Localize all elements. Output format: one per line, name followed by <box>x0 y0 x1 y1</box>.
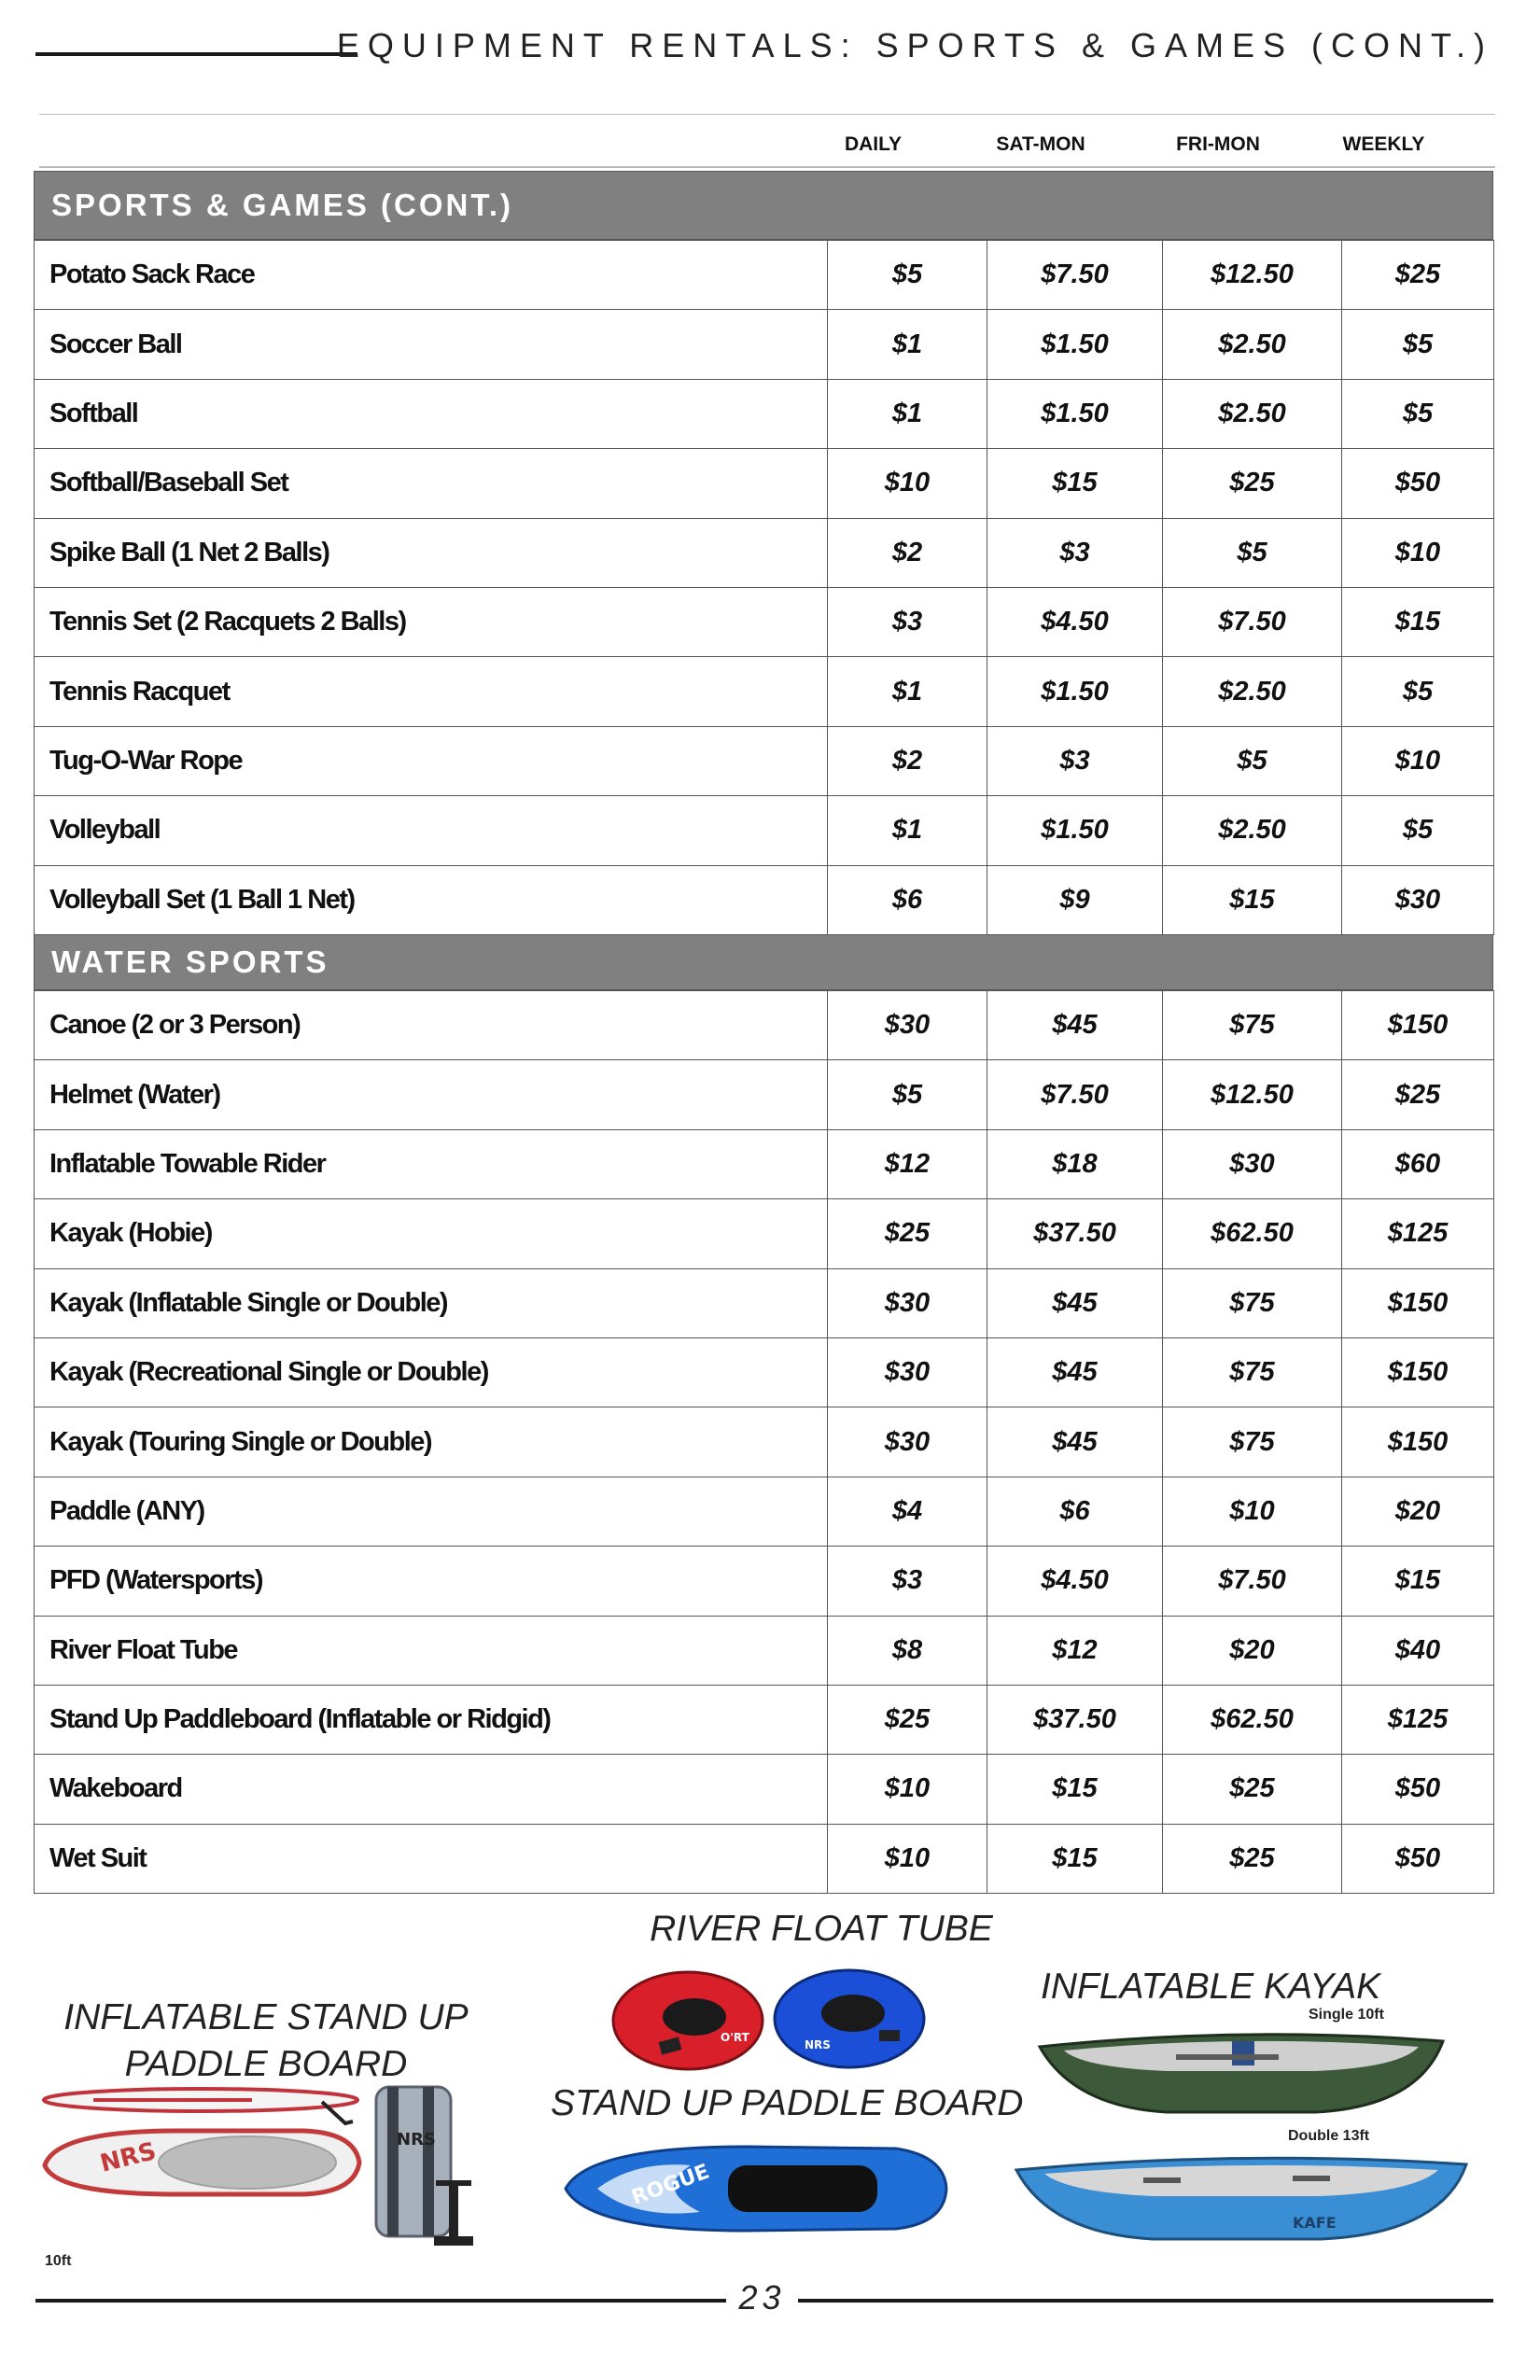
item-name-cell: Helmet (Water) <box>35 1060 828 1129</box>
price-daily-cell: $5 <box>828 1060 987 1129</box>
price-sat-mon-cell: $37.50 <box>987 1199 1163 1268</box>
price-sat-mon-cell: $15 <box>987 449 1163 518</box>
price-sat-mon-cell: $6 <box>987 1477 1163 1546</box>
price-weekly-cell: $50 <box>1342 1755 1494 1824</box>
header-rule <box>35 52 357 56</box>
column-header-weekly: WEEKLY <box>1342 133 1425 155</box>
item-name-cell: PFD (Watersports) <box>35 1547 828 1616</box>
table-row <box>35 310 1494 379</box>
price-fri-mon-cell: $2.50 <box>1163 310 1342 379</box>
caption-isup-line1: INFLATABLE STAND UP <box>63 1997 469 2037</box>
price-fri-mon-cell: $25 <box>1163 1824 1342 1893</box>
item-name-cell: Kayak (Hobie) <box>35 1199 828 1268</box>
price-sat-mon-cell: $45 <box>987 1337 1163 1407</box>
price-fri-mon-cell: $62.50 <box>1163 1199 1342 1268</box>
price-daily-cell: $12 <box>828 1129 987 1198</box>
item-name-cell: Softball/Baseball Set <box>35 449 828 518</box>
price-daily-cell: $2 <box>828 518 987 587</box>
table-row <box>35 449 1494 518</box>
price-weekly-cell: $150 <box>1342 1407 1494 1477</box>
price-weekly-cell: $125 <box>1342 1199 1494 1268</box>
price-weekly-cell: $30 <box>1342 865 1494 934</box>
price-daily-cell: $5 <box>828 241 987 310</box>
item-name-cell: River Float Tube <box>35 1616 828 1685</box>
table-row <box>35 1337 1494 1407</box>
price-daily-cell: $30 <box>828 1268 987 1337</box>
column-header-row <box>39 114 1495 168</box>
price-fri-mon-cell: $20 <box>1163 1616 1342 1685</box>
table-row <box>35 1407 1494 1477</box>
column-header-daily: DAILY <box>844 133 903 155</box>
price-fri-mon-cell: $5 <box>1163 518 1342 587</box>
price-weekly-cell: $25 <box>1342 1060 1494 1129</box>
item-name-cell: Softball <box>35 379 828 448</box>
price-daily-cell: $1 <box>828 657 987 726</box>
price-fri-mon-cell: $7.50 <box>1163 1547 1342 1616</box>
price-daily-cell: $25 <box>828 1685 987 1754</box>
price-sat-mon-cell: $1.50 <box>987 379 1163 448</box>
table-row <box>35 518 1494 587</box>
table-row <box>35 991 1494 1060</box>
price-fri-mon-cell: $12.50 <box>1163 241 1342 310</box>
table-row <box>35 796 1494 865</box>
page-title: EQUIPMENT RENTALS: SPORTS & GAMES (CONT.) <box>336 26 1493 64</box>
sports-games-table <box>34 240 1494 935</box>
price-fri-mon-cell: $2.50 <box>1163 379 1342 448</box>
price-fri-mon-cell: $2.50 <box>1163 657 1342 726</box>
table-row <box>35 1755 1494 1824</box>
price-daily-cell: $10 <box>828 1755 987 1824</box>
item-name-cell: Tennis Racquet <box>35 657 828 726</box>
price-fri-mon-cell: $7.50 <box>1163 587 1342 656</box>
price-weekly-cell: $60 <box>1342 1129 1494 1198</box>
price-sat-mon-cell: $4.50 <box>987 587 1163 656</box>
item-name-cell: Paddle (ANY) <box>35 1477 828 1546</box>
price-fri-mon-cell: $25 <box>1163 449 1342 518</box>
price-sat-mon-cell: $1.50 <box>987 796 1163 865</box>
inflatable-paddle-board-image <box>37 2077 373 2245</box>
isup-size-label: 10ft <box>45 2253 72 2269</box>
price-sat-mon-cell: $15 <box>987 1755 1163 1824</box>
board-brand-text: NRS <box>97 2137 160 2178</box>
price-daily-cell: $8 <box>828 1616 987 1685</box>
table-row <box>35 1547 1494 1616</box>
item-name-cell: Spike Ball (1 Net 2 Balls) <box>35 518 828 587</box>
caption-inflatable-kayak: INFLATABLE KAYAK <box>1041 1967 1381 2007</box>
bag-brand-text: NRS <box>397 2130 436 2149</box>
price-weekly-cell: $5 <box>1342 796 1494 865</box>
price-sat-mon-cell: $4.50 <box>987 1547 1163 1616</box>
table-row <box>35 726 1494 795</box>
table-row <box>35 587 1494 656</box>
price-weekly-cell: $5 <box>1342 310 1494 379</box>
price-sat-mon-cell: $9 <box>987 865 1163 934</box>
price-sat-mon-cell: $3 <box>987 518 1163 587</box>
sup-brand-text: ROGUE <box>628 2160 713 2210</box>
section-header-water-sports: WATER SPORTS <box>34 934 1493 990</box>
footer-rule-right <box>798 2299 1493 2303</box>
price-daily-cell: $4 <box>828 1477 987 1546</box>
price-weekly-cell: $10 <box>1342 518 1494 587</box>
item-name-cell: Wet Suit <box>35 1824 828 1893</box>
price-fri-mon-cell: $2.50 <box>1163 796 1342 865</box>
price-weekly-cell: $20 <box>1342 1477 1494 1546</box>
table-row <box>35 865 1494 934</box>
caption-stand-up-paddle-board: STAND UP PADDLE BOARD <box>551 2083 1024 2123</box>
price-sat-mon-cell: $45 <box>987 1268 1163 1337</box>
price-weekly-cell: $5 <box>1342 379 1494 448</box>
sup-carry-bag-image <box>369 2079 481 2257</box>
price-sat-mon-cell: $1.50 <box>987 657 1163 726</box>
price-weekly-cell: $50 <box>1342 449 1494 518</box>
price-daily-cell: $10 <box>828 1824 987 1893</box>
price-weekly-cell: $25 <box>1342 241 1494 310</box>
tube-left-brand-text: O'RT <box>721 2031 749 2044</box>
price-fri-mon-cell: $15 <box>1163 865 1342 934</box>
section-header-sports-games: SPORTS & GAMES (CONT.) <box>34 171 1493 240</box>
item-name-cell: Inflatable Towable Rider <box>35 1129 828 1198</box>
item-name-cell: Soccer Ball <box>35 310 828 379</box>
price-daily-cell: $30 <box>828 991 987 1060</box>
price-daily-cell: $1 <box>828 379 987 448</box>
kayak-brand-text: KAFE <box>1293 2214 1337 2232</box>
item-name-cell: Potato Sack Race <box>35 241 828 310</box>
price-sat-mon-cell: $7.50 <box>987 241 1163 310</box>
stand-up-paddle-board-image <box>560 2137 952 2240</box>
price-fri-mon-cell: $75 <box>1163 1337 1342 1407</box>
item-name-cell: Stand Up Paddleboard (Inflatable or Ridgid) <box>35 1685 828 1754</box>
inflatable-kayak-double-image <box>1013 2142 1470 2249</box>
column-header-sat-mon: SAT-MON <box>996 133 1085 155</box>
item-name-cell: Wakeboard <box>35 1755 828 1824</box>
price-weekly-cell: $150 <box>1342 991 1494 1060</box>
price-fri-mon-cell: $75 <box>1163 991 1342 1060</box>
price-sat-mon-cell: $7.50 <box>987 1060 1163 1129</box>
page-number: 23 <box>738 2278 786 2317</box>
caption-river-float-tube: RIVER FLOAT TUBE <box>650 1909 993 1949</box>
item-name-cell: Kayak (Touring Single or Double) <box>35 1407 828 1477</box>
river-float-tube-image <box>609 1965 935 2077</box>
price-fri-mon-cell: $5 <box>1163 726 1342 795</box>
price-sat-mon-cell: $18 <box>987 1129 1163 1198</box>
price-daily-cell: $3 <box>828 1547 987 1616</box>
price-weekly-cell: $150 <box>1342 1268 1494 1337</box>
price-fri-mon-cell: $30 <box>1163 1129 1342 1198</box>
price-weekly-cell: $15 <box>1342 587 1494 656</box>
price-fri-mon-cell: $10 <box>1163 1477 1342 1546</box>
table-row <box>35 1477 1494 1546</box>
table-row <box>35 379 1494 448</box>
item-name-cell: Kayak (Inflatable Single or Double) <box>35 1268 828 1337</box>
price-sat-mon-cell: $15 <box>987 1824 1163 1893</box>
item-name-cell: Tug-O-War Rope <box>35 726 828 795</box>
item-name-cell: Tennis Set (2 Racquets 2 Balls) <box>35 587 828 656</box>
caption-isup-line2: PADDLE BOARD <box>124 2044 408 2084</box>
price-sat-mon-cell: $45 <box>987 1407 1163 1477</box>
price-fri-mon-cell: $25 <box>1163 1755 1342 1824</box>
price-weekly-cell: $40 <box>1342 1616 1494 1685</box>
price-weekly-cell: $50 <box>1342 1824 1494 1893</box>
price-daily-cell: $1 <box>828 796 987 865</box>
price-weekly-cell: $150 <box>1342 1337 1494 1407</box>
price-fri-mon-cell: $75 <box>1163 1268 1342 1337</box>
price-sat-mon-cell: $45 <box>987 991 1163 1060</box>
inflatable-kayak-single-image <box>1036 2021 1447 2123</box>
kayak-single-label: Single 10ft <box>1309 2007 1384 2023</box>
price-sat-mon-cell: $12 <box>987 1616 1163 1685</box>
price-weekly-cell: $15 <box>1342 1547 1494 1616</box>
price-fri-mon-cell: $12.50 <box>1163 1060 1342 1129</box>
price-daily-cell: $3 <box>828 587 987 656</box>
tube-right-brand-text: NRS <box>805 2038 831 2051</box>
table-row <box>35 241 1494 310</box>
price-daily-cell: $30 <box>828 1407 987 1477</box>
water-sports-table <box>34 990 1494 1894</box>
price-weekly-cell: $5 <box>1342 657 1494 726</box>
price-daily-cell: $2 <box>828 726 987 795</box>
price-daily-cell: $6 <box>828 865 987 934</box>
table-row <box>35 1616 1494 1685</box>
table-row <box>35 1129 1494 1198</box>
item-name-cell: Volleyball Set (1 Ball 1 Net) <box>35 865 828 934</box>
kayak-double-label: Double 13ft <box>1288 2128 1370 2144</box>
price-daily-cell: $30 <box>828 1337 987 1407</box>
table-row <box>35 1685 1494 1754</box>
price-daily-cell: $10 <box>828 449 987 518</box>
price-daily-cell: $1 <box>828 310 987 379</box>
item-name-cell: Volleyball <box>35 796 828 865</box>
price-sat-mon-cell: $37.50 <box>987 1685 1163 1754</box>
footer-rule-left <box>35 2299 726 2303</box>
column-header-fri-mon: FRI-MON <box>1176 133 1260 155</box>
price-daily-cell: $25 <box>828 1199 987 1268</box>
item-name-cell: Canoe (2 or 3 Person) <box>35 991 828 1060</box>
price-fri-mon-cell: $75 <box>1163 1407 1342 1477</box>
price-weekly-cell: $10 <box>1342 726 1494 795</box>
price-sat-mon-cell: $1.50 <box>987 310 1163 379</box>
table-row <box>35 1824 1494 1893</box>
price-sat-mon-cell: $3 <box>987 726 1163 795</box>
table-row <box>35 1199 1494 1268</box>
table-row <box>35 657 1494 726</box>
item-name-cell: Kayak (Recreational Single or Double) <box>35 1337 828 1407</box>
table-row <box>35 1268 1494 1337</box>
price-fri-mon-cell: $62.50 <box>1163 1685 1342 1754</box>
table-row <box>35 1060 1494 1129</box>
price-weekly-cell: $125 <box>1342 1685 1494 1754</box>
